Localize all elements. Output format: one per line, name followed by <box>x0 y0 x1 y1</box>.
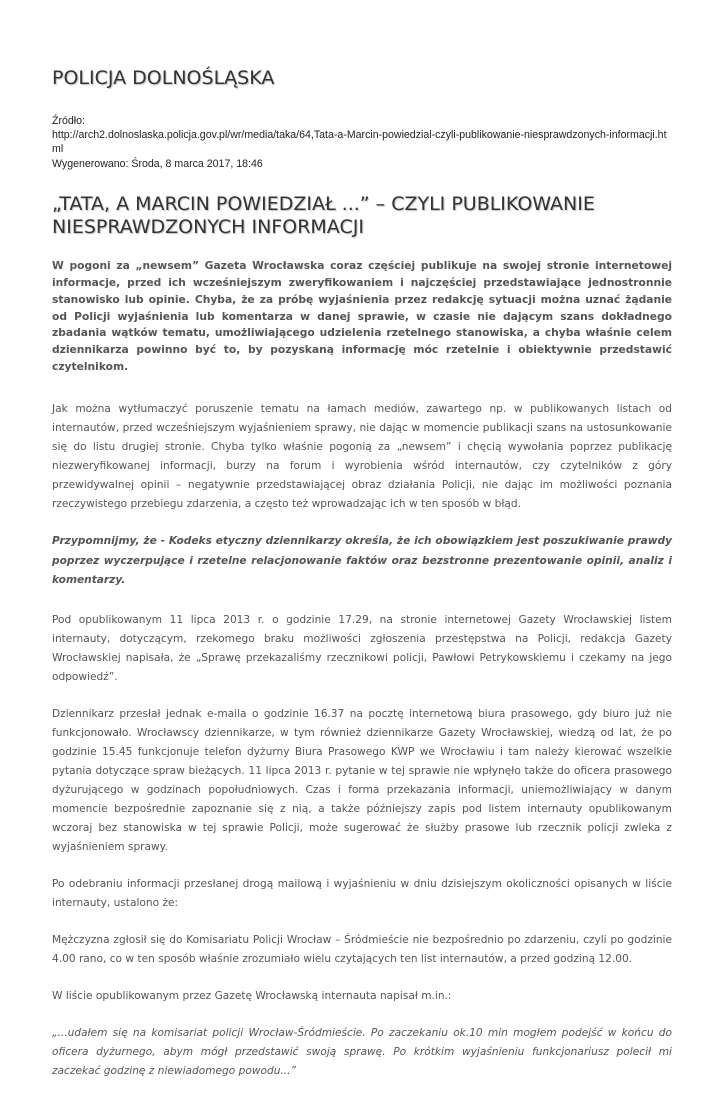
article-lead: W pogoni za „newsem” Gazeta Wrocławska coraz częściej publikuje na swojej stronie internetowej informacje, przed ich wcześniejszym zweryfikowaniem i najczęściej przedstawiające jednostronnie stanowisko lub opinie. Chyba, że za próbę wyjaśnienia przez redakcję sytuacji można uznać żądanie od Policji wyjaśnienia lub komentarza w danej sprawie, w czasie nie dającym szans dokładnego zbadania wątków tematu, umożliwiającego udzielenia rzetelnego stanowiska, a chyba właśnie celem dziennikarza powinno być to, by pozyskaną informację móc rzetelnie i obiektywnie przedstawić czytelnikom. <box>52 258 672 374</box>
paragraph-4: Dziennikarz przesłał jednak e-maila o godzinie 16.37 na pocztę internetową biura prasowego, gdy biuro już nie funkcjonowało. Wrocławscy dziennikarze, w tym również dziennikarze Gazety Wrocławskiej, wiedzą od lat, że po godzinie 15.45 funkcjonuje telefon dyżurny Biura Prasowego KWP we Wrocławiu i tam należy kierować wszelkie pytania dotyczące spraw bieżących. 11 lipca 2013 r. pytanie w tej sprawie nie wpłynęło także do oficera prasowego dyżurującego w godzinach popołudniowych. Czas i forma przekazania informacji, uniemożliwiający w danym momencie bezpośrednie zapoznanie się z nią, a także późniejszy zapis pod listem internauty opublikowanym wczoraj bez stanowiska w tej sprawie Policji, może sugerować że służby prasowe lub rzecznik policji zwleka z wyjaśnieniem sprawy. <box>52 707 672 853</box>
document-meta <box>52 114 672 171</box>
paragraph-quote: „...udałem się na komisariat policji Wrocław-Śródmieście. Po zaczekaniu ok.10 min mogłem podejść w końcu do oficera dyżurnego, abym mógł przedstawić swoją sprawę. Po krótkim wyjaśnieniu funkcjonariusz polecił mi zaczekać godzinę z niewiadomego powodu...” <box>52 1026 672 1077</box>
site-title: POLICJA DOLNOŚLĄSKA <box>52 67 275 89</box>
paragraph-6: Mężczyzna zgłosił się do Komisariatu Policji Wrocław – Śródmieście nie bezpośrednio po zdarzeniu, czyli po godzinie 4.00 rano, co w ten sposób właśnie zrozumiało wielu czytających ten list internautów, a przed godziną 12.00. <box>52 933 672 965</box>
paragraph-code-of-ethics: Przypomnijmy, że - Kodeks etyczny dziennikarzy określa, że ich obowiązkiem jest poszukiwanie prawdy poprzez wyczerpujące i rzetelne relacjonowanie faktów oraz bezstronne prezentowanie opinii, analiz i komentarzy. <box>52 535 672 587</box>
paragraph-5: Po odebraniu informacji przesłanej drogą mailową i wyjaśnieniu w dniu dzisiejszym okoliczności opisanych w liście internauty, ustalono że: <box>52 877 672 909</box>
source-label: Źródło: <box>52 115 85 127</box>
paragraph-7: W liście opublikowanym przez Gazetę Wrocławską internauta napisał m.in.: <box>52 989 452 1002</box>
paragraph-3: Pod opublikowanym 11 lipca 2013 r. o godzinie 17.29, na stronie internetowej Gazety Wrocławskiej listem internauty, dotyczącym, rzekomego braku możliwości zgłoszenia przestępstwa na Policji, redakcja Gazety Wrocławskiej napisała, że „Sprawę przekazaliśmy rzecznikowi policji, Pawłowi Petrykowskiemu i czekamy na jego odpowiedź”. <box>52 613 672 683</box>
generated-date: Wygenerowano: Środa, 8 marca 2017, 18:46 <box>52 157 263 170</box>
paragraph-1: Jak można wytłumaczyć poruszenie tematu na łamach mediów, zawartego np. w publikowanych listach od internautów, przed wcześniejszym wyjaśnieniem sprawy, nie dając w momencie publikacji szans na ustosunkowanie się do listu drugiej stronie. Chyba tylko właśnie pogonią za „newsem” i chęcią wywołania poprzez publikację niezweryfikowanej informacji, burzy na forum i wyrobienia wśród internautów, czy czytelników z góry przewidywalnej opinii – negatywnie przedstawiającej obraz działania Policji, nie dając im możliwości poznania rzeczywistego przebiegu zdarzenia, a często też wprowadzając ich w ten sposób w błąd. <box>52 403 672 511</box>
article-title: „TATA, A MARCIN POWIEDZIAŁ ...” – CZYLI PUBLIKOWANIE NIESPRAWDZONYCH INFORMACJI <box>52 192 595 239</box>
document-page <box>52 66 672 1099</box>
source-url: http://arch2.dolnoslaska.policja.gov.pl/wr/media/taka/64,Tata-a-Marcin-powiedzial-czyli-publikowanie-niesprawdzonych-informacji.html <box>52 129 667 156</box>
